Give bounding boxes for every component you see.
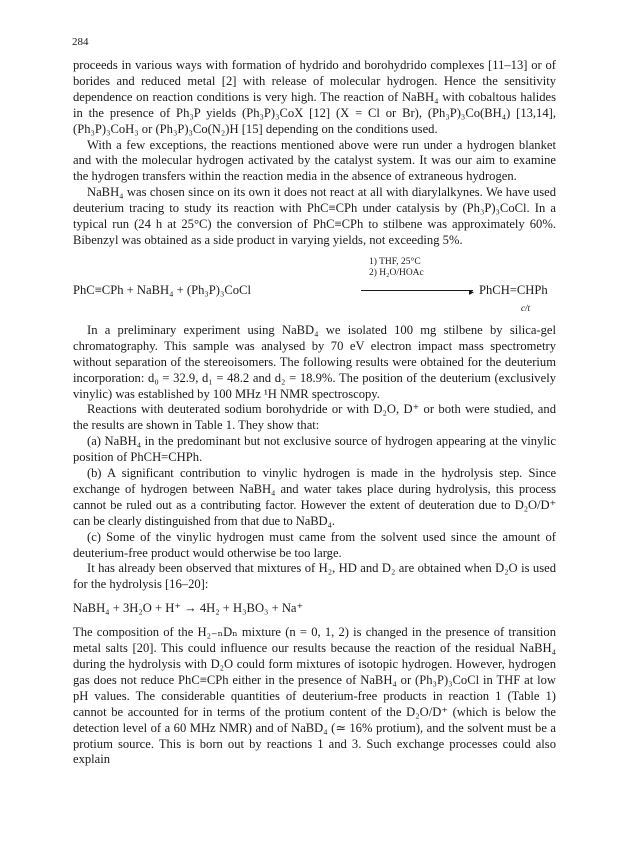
paragraph-9: It has already been observed that mixtures of H₂, HD and D₂ are obtained when D₂O is used for the hydrolysis [16–20]:	[73, 561, 556, 592]
reaction-arrow	[361, 290, 473, 291]
paragraph-3: NaBH₄ was chosen since on its own it does not react at all with diarylalkynes. We have used deuterium tracing to study its reaction with PhC≡CPh under catalysis by (Ph₃P)₃CoCl. In a typical run (24 h at 25°C) the conversion of PhC≡CPh to stilbene was approximately 60%. Bibenzyl was obtained as a side product in varying yields, not exceeding 5%.	[73, 185, 556, 247]
arrowhead-icon: ▸	[469, 286, 475, 298]
scheme-reactants: PhC≡CPh + NaBH₄ + (Ph₃P)₃CoCl	[73, 282, 251, 297]
page-number: 284	[72, 36, 89, 48]
paragraph-8: (c) Some of the vinylic hydrogen must came from the solvent used since the amount of deuterium-free product would otherwise be too large.	[73, 529, 556, 560]
scheme-condition-2: 2) H₂O/HOAc	[369, 267, 424, 278]
paragraph-1: proceeds in various ways with formation of hydrido and borohydrido complexes [11–13] or of borides and reduced metal [2] with release of molecular hydrogen. Hence the sensitivity dependence on reaction conditions is very high. The reaction of NaBH₄ with cobaltous halides in the presence of Ph₃P yields (Ph₃P)₃CoX [12] (X = Cl or Br), (Ph₃P)₃Co(BH₄) [13,14], (Ph₃P)₃CoH₃ or (Ph₃P)₃Co(N₂)H [15] depending on the conditions used.	[73, 58, 556, 136]
hydrolysis-equation: NaBH₄ + 3H₂O + H⁺ → 4H₂ + H₃BO₃ + Na⁺	[73, 601, 304, 616]
paragraph-7: (b) A significant contribution to vinylic hydrogen is made in the hydrolysis step. Since exchange of hydrogen between NaBH₄ and water takes place during hydrolysis, this process cannot be ruled out as a contributing factor. However the extent of deuteration due to D₂O/D⁺ can be clearly distinguished from that due to NaBD₄.	[73, 466, 556, 528]
scheme-product: PhCH=CHPh	[479, 282, 548, 297]
scheme-condition-1: 1) THF, 25°C	[369, 256, 421, 267]
paragraph-5: Reactions with deuterated sodium borohydride or with D₂O, D⁺ or both were studied, and the results are shown in Table 1. They show that:	[73, 402, 556, 433]
paragraph-6: (a) NaBH₄ in the predominant but not exclusive source of hydrogen appearing at the vinylic position of PhCH=CHPh.	[73, 434, 556, 465]
scheme-product-note: c/t	[521, 302, 530, 313]
reaction-scheme	[73, 257, 556, 319]
paragraph-2: With a few exceptions, the reactions mentioned above were run under a hydrogen blanket and with the molecular hydrogen activated by the catalyst system. It was our aim to examine the hydrogen transfers within the reaction media in the absence of extraneous hydrogen.	[73, 137, 556, 184]
paragraph-10: The composition of the H₂₋ₙDₙ mixture (n = 0, 1, 2) is changed in the presence of transition metal salts [20]. This could influence our results because the reaction of the residual NaBH₄ during the hydrolysis with D₂O could form mixtures of isotopic hydrogen. However, hydrogen gas does not reduce PhC≡CPh either in the presence of NaBH₄ or (Ph₃P)₃CoCl in THF at low pH values. The considerable quantities of deuterium-free products in reaction 1 (Table 1) cannot be accounted for in terms of the protium content of the D₂O/D⁺ (which is below the detection level of a 60 MHz NMR) and of NaBD₄ (≃ 16% protium), and the solvent must be a protium source. This is born out by reactions 1 and 3. Such exchange processes could also explain	[73, 625, 556, 767]
scheme-conditions	[369, 257, 424, 279]
text-body	[73, 58, 556, 768]
paragraph-4: In a preliminary experiment using NaBD₄ we isolated 100 mg stilbene by silica-gel chromatography. This sample was analysed by 70 eV electron impact mass spectrometry without separation of the stereoisomers. The following results were obtained for the deuterium incorporation: d₀ = 32.9, d₁ = 48.2 and d₂ = 18.9%. The position of the deuterium (exclusively vinylic) was established by 100 MHz ¹H NMR spectroscopy.	[73, 322, 556, 401]
